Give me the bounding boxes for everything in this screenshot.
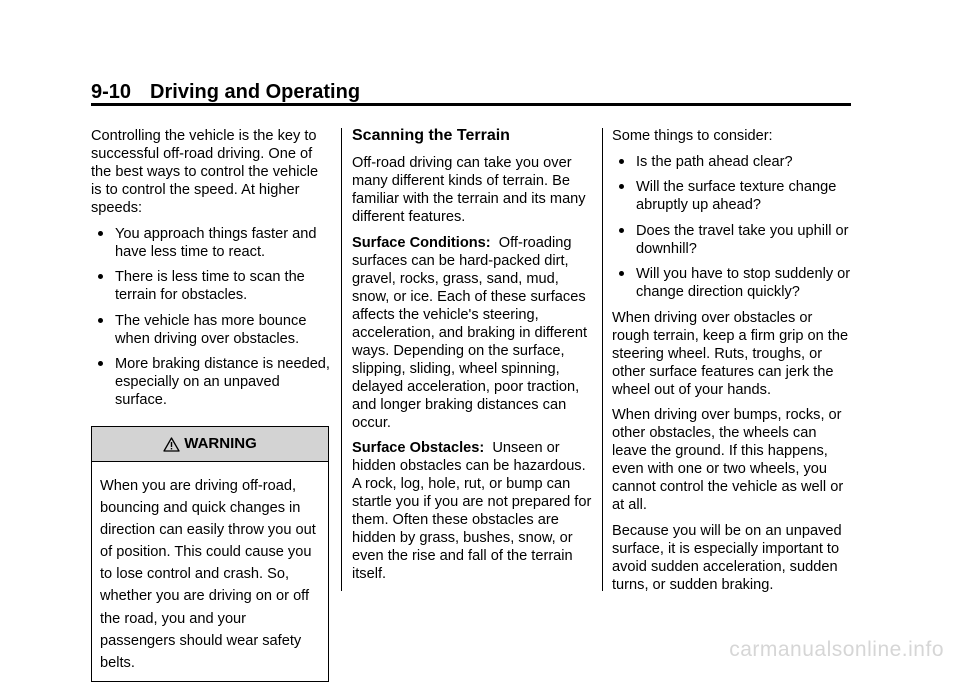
page-header bbox=[91, 80, 360, 104]
col2-intro: Off-road driving can take you over many different kinds of terrain. Be familiar with the terrain and its many different features. bbox=[352, 155, 586, 225]
list-item: More braking distance is needed, especially on an unpaved surface. bbox=[91, 355, 331, 409]
column-divider-1 bbox=[341, 128, 342, 591]
page-number: 9-10 bbox=[91, 81, 132, 103]
surface-conditions-paragraph: Surface Conditions: Off-roading surfaces can be hard-packed dirt, gravel, rocks, grass, sand, mud, snow, or ice. Each of these surfaces affects the vehicle's steering, acceleration, and braking in different ways. Depending on the surface, slipping, sliding, wheel spinning, delayed acceleration, poor traction, and longer braking distances can occur. bbox=[352, 234, 588, 431]
surface-conditions-lead: Surface Conditions: bbox=[352, 234, 491, 251]
list-item: The vehicle has more bounce when driving over obstacles. bbox=[91, 312, 331, 348]
warning-title: WARNING bbox=[184, 435, 257, 452]
warning-title-bar bbox=[92, 427, 328, 462]
warning-box bbox=[91, 426, 329, 682]
column-3 bbox=[612, 127, 852, 601]
warning-triangle-icon bbox=[163, 437, 180, 452]
section-heading: Scanning the Terrain bbox=[352, 127, 510, 144]
list-item: Will you have to stop suddenly or change direction quickly? bbox=[612, 265, 852, 301]
warning-text: When you are driving off-road, bouncing and quick changes in direction can easily throw you out of position. This could cause you to lose control and crash. So, whether you are driving on or off the road, you and your passengers should wear safety belts. bbox=[100, 478, 316, 671]
surface-obstacles-lead: Surface Obstacles: bbox=[352, 440, 485, 456]
list-item: Is the path ahead clear? bbox=[612, 153, 852, 171]
bullet-icon bbox=[98, 318, 103, 323]
bullet-icon bbox=[98, 274, 103, 279]
col3-bullet-list bbox=[612, 153, 852, 302]
bullet-icon bbox=[619, 159, 624, 164]
section-title: Driving and Operating bbox=[150, 81, 361, 103]
column-divider-2 bbox=[602, 128, 603, 591]
col3-paragraph-steering: When driving over obstacles or rough terrain, keep a firm grip on the steering wheel. Ruts, troughs, or other surface features can jerk the wheel out of your hands. bbox=[612, 309, 849, 398]
col3-paragraph-unpaved: Because you will be on an unpaved surface, it is especially important to avoid sudden acceleration, sudden turns, or sudden braking. bbox=[612, 522, 842, 593]
surface-obstacles-paragraph: Surface Obstacles: Unseen or hidden obstacles can be hazardous. A rock, log, hole, rut, or bump can startle you if you are not prepared for them. Often these obstacles are hidden by grass, bushes, snow, or even the rise and fall of the terrain itself. bbox=[352, 440, 592, 582]
bullet-icon bbox=[619, 184, 624, 189]
list-item: Will the surface texture change abruptly up ahead? bbox=[612, 178, 852, 214]
bullet-icon bbox=[98, 361, 103, 366]
col3-intro: Some things to consider: bbox=[612, 128, 773, 144]
list-item: You approach things faster and have less time to react. bbox=[91, 225, 331, 261]
list-item: Does the travel take you uphill or downhill? bbox=[612, 222, 852, 258]
bullet-icon bbox=[619, 271, 624, 276]
watermark: carmanualsonline.info bbox=[729, 638, 944, 661]
header-rule bbox=[91, 103, 851, 106]
list-item: There is less time to scan the terrain for obstacles. bbox=[91, 268, 331, 304]
bullet-icon bbox=[619, 228, 624, 233]
column-2 bbox=[352, 127, 592, 591]
col1-intro: Controlling the vehicle is the key to successful off-road driving. One of the best ways to control the vehicle is to control the speed. At higher speeds: bbox=[91, 128, 319, 216]
column-1 bbox=[91, 127, 331, 682]
col3-paragraph-bumps: When driving over bumps, rocks, or other obstacles, the wheels can leave the ground. If this happens, even with one or two wheels, you cannot control the vehicle as well or at all. bbox=[612, 407, 844, 513]
bullet-icon bbox=[98, 231, 103, 236]
col1-bullet-list bbox=[91, 225, 331, 410]
